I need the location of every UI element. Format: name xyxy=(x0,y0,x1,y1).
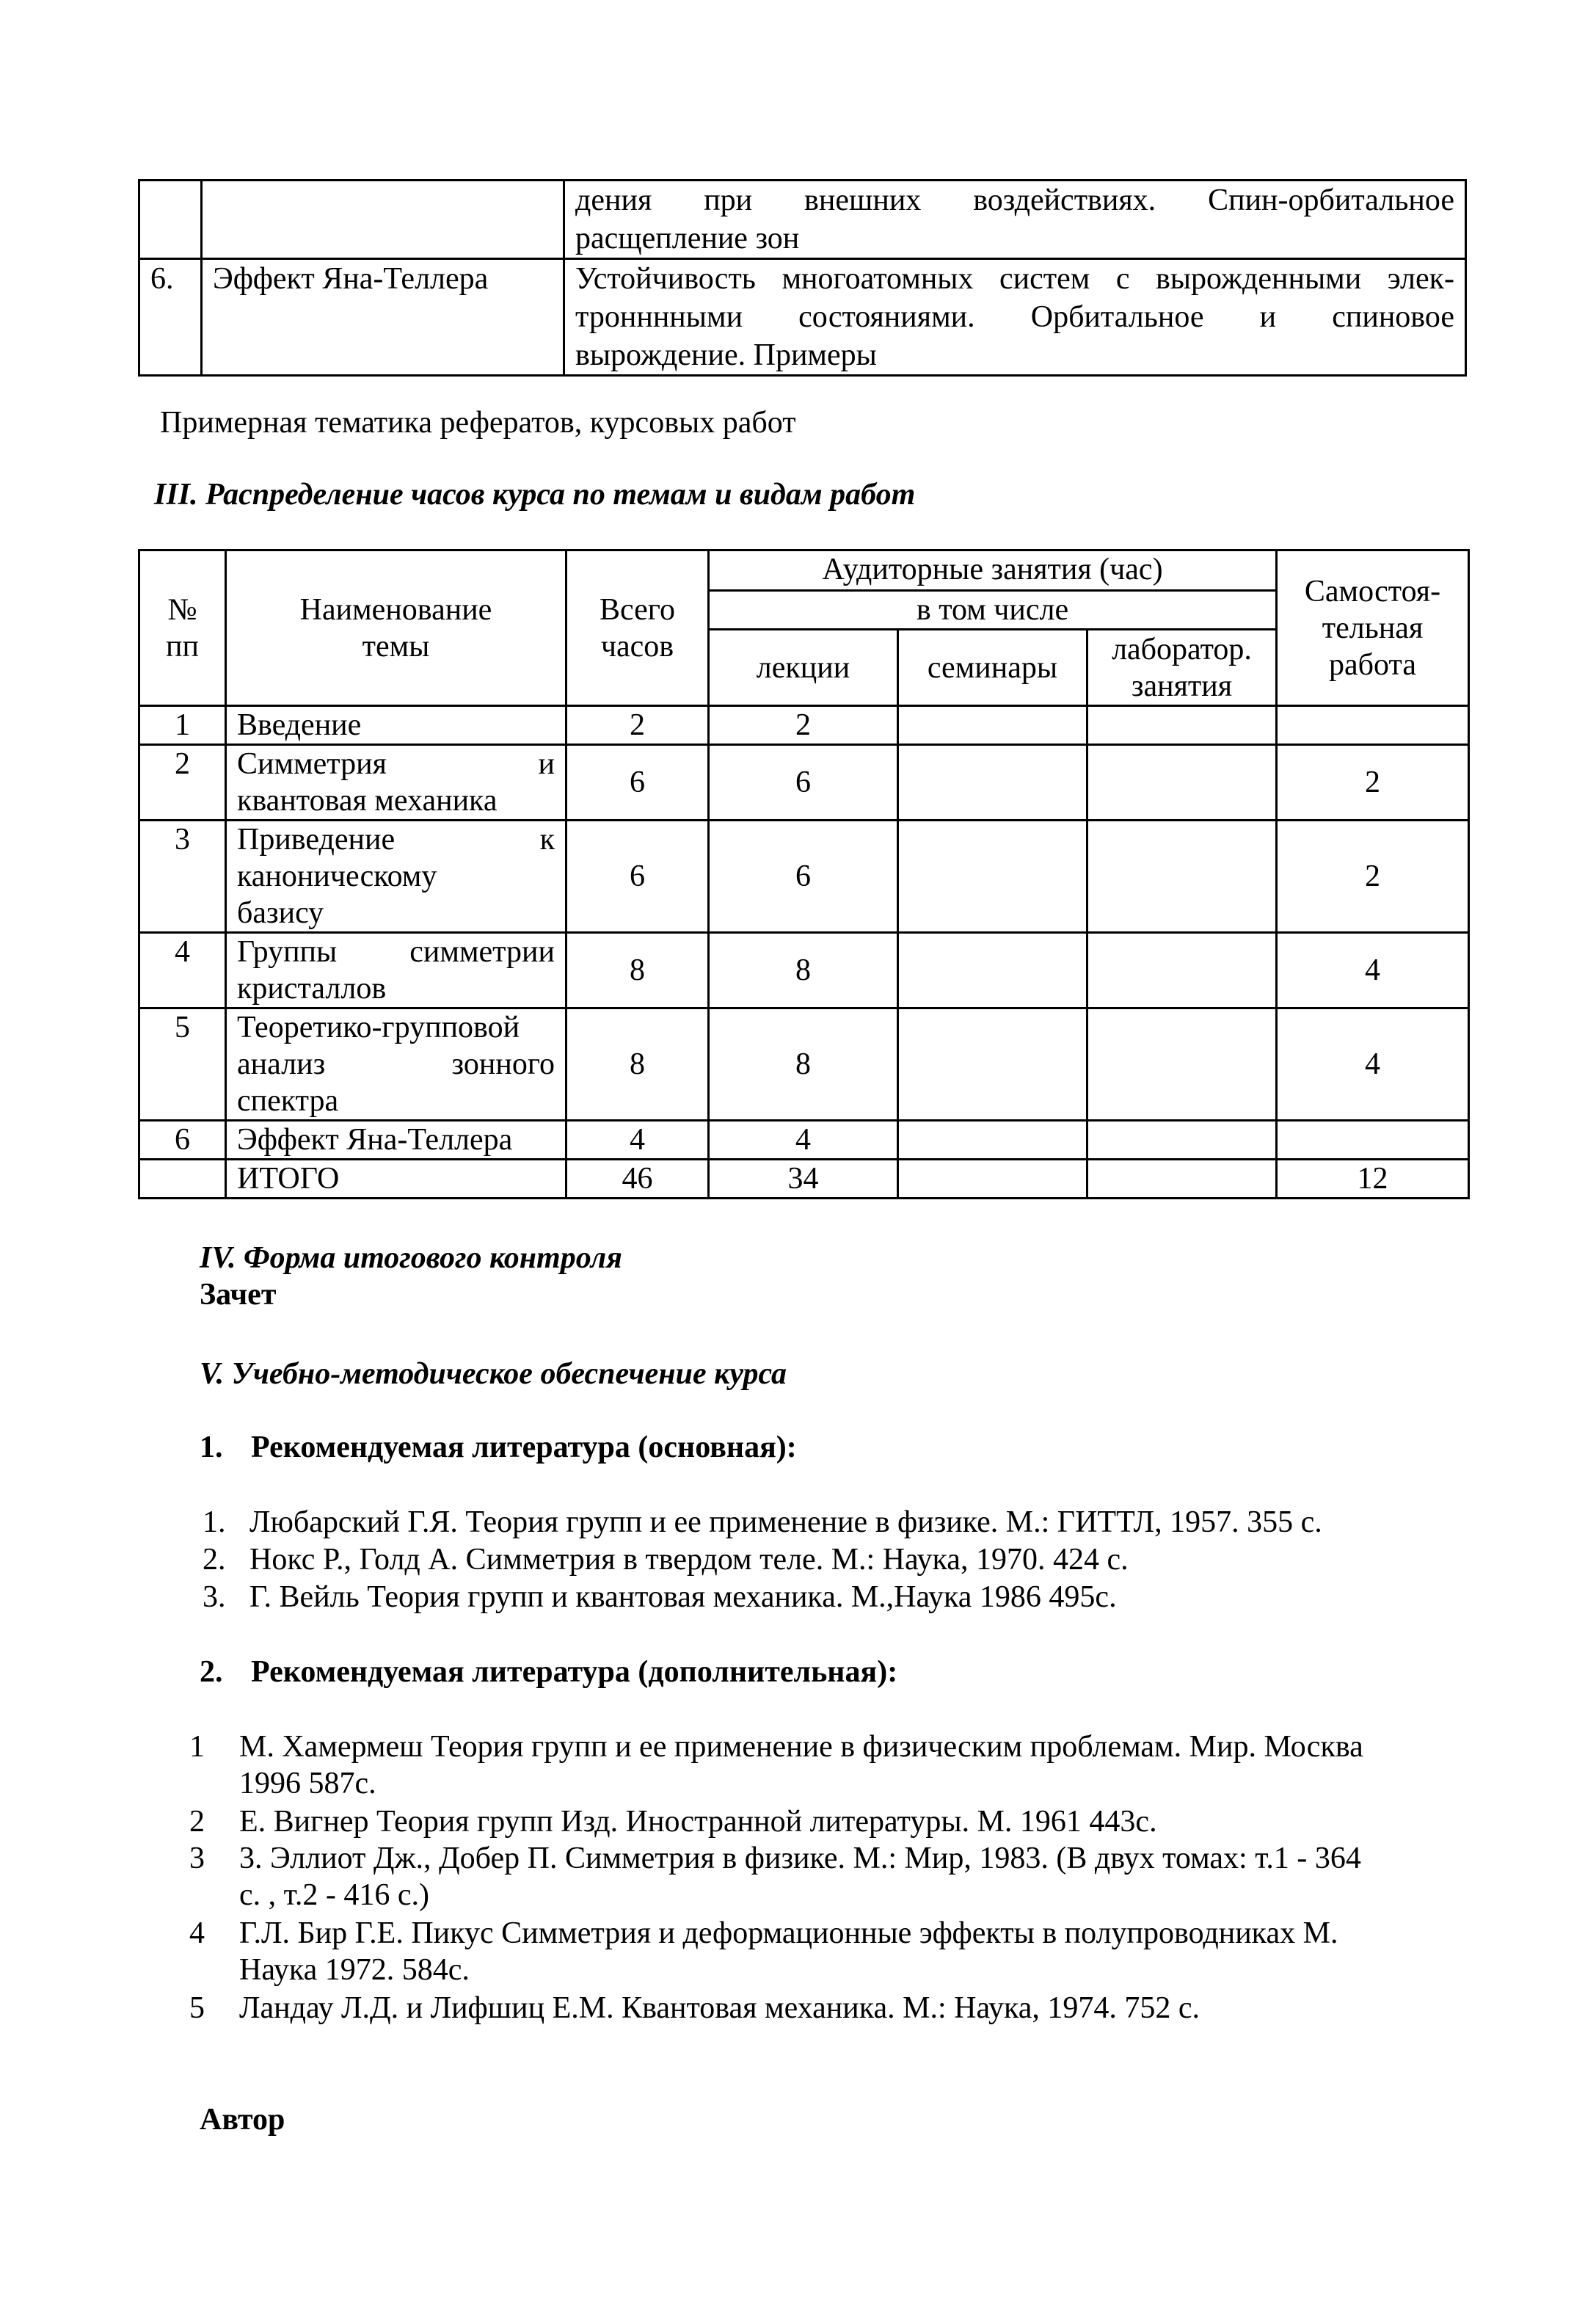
lecture-hours: 6 xyxy=(709,821,898,933)
header-including: в том числе xyxy=(709,591,1277,630)
lecture-hours: 2 xyxy=(709,706,898,745)
extra-literature-heading: Рекомендуемая литература (дополнительная): xyxy=(251,1655,898,1689)
lab-hours xyxy=(1087,933,1277,1008)
header-auditory: Аудиторные занятия (час) xyxy=(709,550,1277,591)
topic-name: Приведение к каноническому базису xyxy=(226,821,566,933)
header-labs: лаборатор. занятия xyxy=(1087,630,1277,706)
row-number: 6. xyxy=(139,259,202,376)
list-item-continuation: 1996 587с. xyxy=(239,1767,376,1800)
topics-continuation-table xyxy=(138,179,1467,377)
table-row xyxy=(139,933,1469,1008)
list-item: Е. Вигнер Теория групп Изд. Иностранной литературы. М. 1961 443с. xyxy=(239,1805,1157,1839)
list-item-continuation: Наука 1972. 584с. xyxy=(239,1953,470,1987)
header-row xyxy=(139,550,1469,591)
table-row xyxy=(139,181,1466,259)
list-item-number: 3 xyxy=(189,1842,205,1875)
lab-hours xyxy=(1087,1160,1277,1199)
total-hours: 46 xyxy=(566,1160,709,1199)
list-item: Любарский Г.Я. Теория групп и ее применение в физике. М.: ГИТТЛ, 1957. 355 с. xyxy=(249,1505,1322,1539)
list-item: 3. Эллиот Дж., Добер П. Симметрия в физике. М.: Мир, 1983. (В двух томах: т.1 - 364 xyxy=(239,1842,1361,1875)
seminar-hours xyxy=(898,1121,1087,1160)
seminar-hours xyxy=(898,1008,1087,1121)
self-work-hours: 4 xyxy=(1277,933,1469,1008)
seminar-hours xyxy=(898,706,1087,745)
row-number: 1 xyxy=(139,706,226,745)
section-4-title: IV. Форма итогового контроля xyxy=(200,1241,622,1275)
lab-hours xyxy=(1087,745,1277,821)
list-item-number: 5 xyxy=(189,1991,205,2025)
header-seminars: семинары xyxy=(898,630,1087,706)
topic-name: Симметрия и квантовая механика xyxy=(226,745,566,821)
list-item: Г. Вейль Теория групп и квантовая механика. М.,Наука 1986 495с. xyxy=(249,1580,1117,1614)
topics-note: Примерная тематика рефератов, курсовых работ xyxy=(160,406,796,440)
table-row xyxy=(139,1008,1469,1121)
topic-name: Эффект Яна-Теллера xyxy=(226,1121,566,1160)
list-item-continuation: с. , т.2 - 416 с.) xyxy=(239,1878,429,1912)
topic-name: ИТОГО xyxy=(226,1160,566,1199)
total-hours: 6 xyxy=(566,821,709,933)
seminar-hours xyxy=(898,1160,1087,1199)
self-work-hours: 12 xyxy=(1277,1160,1469,1199)
list-item-number: 1 xyxy=(189,1730,205,1764)
header-total-hours: Всего часов xyxy=(566,550,709,706)
row-number xyxy=(139,1160,226,1199)
seminar-hours xyxy=(898,933,1087,1008)
seminar-hours xyxy=(898,745,1087,821)
lab-hours xyxy=(1087,1008,1277,1121)
main-literature-heading-number: 1. xyxy=(200,1431,223,1464)
section-5-title: V. Учебно-методическое обеспечение курса xyxy=(200,1357,787,1391)
main-literature-heading: Рекомендуемая литература (основная): xyxy=(251,1431,797,1464)
section-3-title: III. Распределение часов курса по темам и видам работ xyxy=(154,478,916,512)
list-item: Ландау Л.Д. и Лифшиц Е.М. Квантовая механика. М.: Наука, 1974. 752 с. xyxy=(239,1991,1200,2025)
lecture-hours: 34 xyxy=(709,1160,898,1199)
lecture-hours: 6 xyxy=(709,745,898,821)
total-hours: 6 xyxy=(566,745,709,821)
topic-name xyxy=(202,181,564,259)
row-number: 3 xyxy=(139,821,226,933)
topic-description: дения при внешних воздействиях. Спин-орбитальное расщепление зон xyxy=(564,181,1466,259)
lecture-hours: 8 xyxy=(709,933,898,1008)
list-item: Г.Л. Бир Г.Е. Пикус Симметрия и деформационные эффекты в полупроводниках М. xyxy=(239,1916,1338,1950)
total-hours: 8 xyxy=(566,933,709,1008)
row-number: 5 xyxy=(139,1008,226,1121)
table-row xyxy=(139,1121,1469,1160)
total-row xyxy=(139,1160,1469,1199)
self-work-hours: 2 xyxy=(1277,821,1469,933)
header-topic-name: Наименование темы xyxy=(226,550,566,706)
header-lectures: лекции xyxy=(709,630,898,706)
table-row xyxy=(139,745,1469,821)
topic-name: Группы симметрии кристаллов xyxy=(226,933,566,1008)
self-work-hours xyxy=(1277,706,1469,745)
row-number: 4 xyxy=(139,933,226,1008)
topic-name: Эффект Яна-Теллера xyxy=(202,259,564,376)
lecture-hours: 4 xyxy=(709,1121,898,1160)
list-item: Нокс Р., Голд А. Симметрия в твердом теле. М.: Наука, 1970. 424 с. xyxy=(249,1543,1129,1577)
lecture-hours: 8 xyxy=(709,1008,898,1121)
hours-table xyxy=(138,549,1470,1199)
total-hours: 4 xyxy=(566,1121,709,1160)
topic-name: Введение xyxy=(226,706,566,745)
table-row xyxy=(139,706,1469,745)
section-4-value: Зачет xyxy=(200,1278,277,1312)
seminar-hours xyxy=(898,821,1087,933)
row-number: 2 xyxy=(139,745,226,821)
row-number: 6 xyxy=(139,1121,226,1160)
header-self-work: Самостоя- тельная работа xyxy=(1277,550,1469,706)
header-num: № пп xyxy=(139,550,226,706)
row-number xyxy=(139,181,202,259)
lab-hours xyxy=(1087,1121,1277,1160)
topic-name: Теоретико-групповой анализ зонного спектра xyxy=(226,1008,566,1121)
author-label: Автор xyxy=(200,2103,285,2137)
self-work-hours: 2 xyxy=(1277,745,1469,821)
lab-hours xyxy=(1087,821,1277,933)
list-item-number: 2 xyxy=(189,1805,205,1839)
topic-description: Устойчивость многоатомных систем с вырожденными элек- тронннными состояниями. Орбитальное и спиновое вырождение. Примеры xyxy=(564,259,1466,376)
list-item-number: 2. xyxy=(203,1543,226,1577)
self-work-hours: 4 xyxy=(1277,1008,1469,1121)
table-row xyxy=(139,821,1469,933)
list-item: М. Хамермеш Теория групп и ее применение в физическим проблемам. Мир. Москва xyxy=(239,1730,1363,1764)
self-work-hours xyxy=(1277,1121,1469,1160)
total-hours: 8 xyxy=(566,1008,709,1121)
extra-literature-heading-number: 2. xyxy=(200,1655,223,1689)
list-item-number: 4 xyxy=(189,1916,205,1950)
list-item-number: 3. xyxy=(203,1580,226,1614)
list-item-number: 1. xyxy=(203,1505,226,1539)
lab-hours xyxy=(1087,706,1277,745)
table-row xyxy=(139,259,1466,376)
total-hours: 2 xyxy=(566,706,709,745)
